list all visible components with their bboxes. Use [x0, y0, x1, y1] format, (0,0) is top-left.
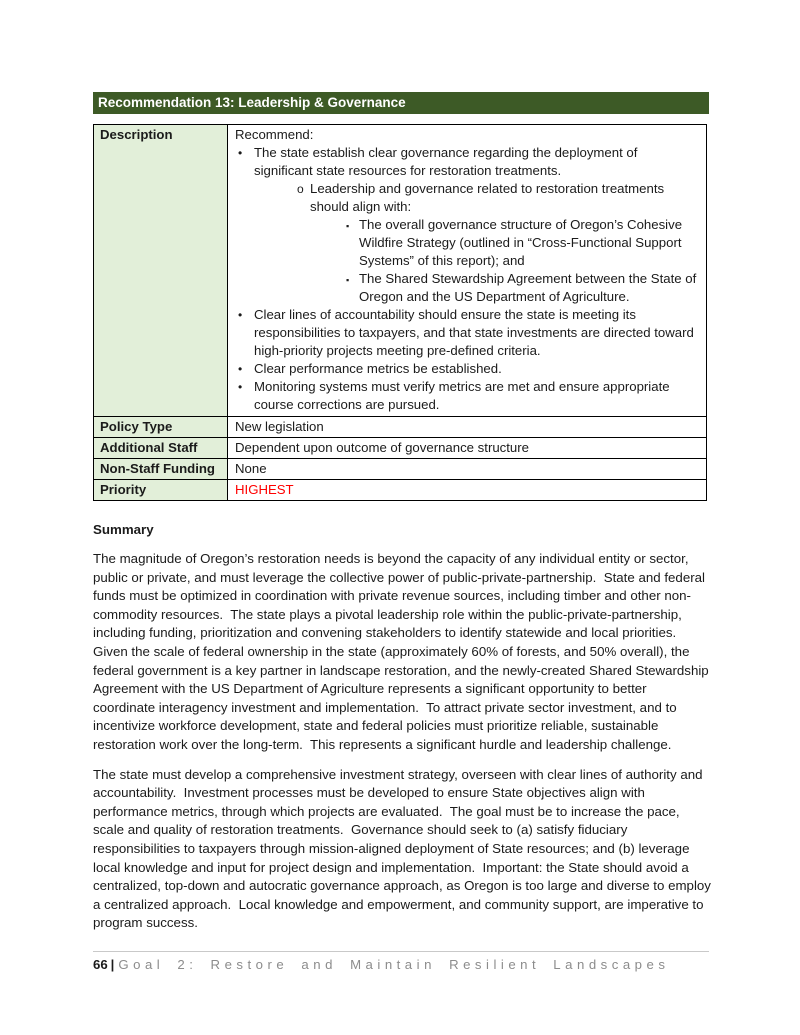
table-row-additional-staff — [94, 438, 707, 459]
priority-value: HIGHEST — [228, 480, 707, 501]
list-item — [235, 216, 699, 270]
bullet-text: Clear lines of accountability should ensure the state is meeting its responsibilities to taxpayers, and that state investments are directed toward high-priority projects meeting pre-defined criteria. — [254, 307, 694, 358]
non-staff-funding-value-cell: None — [228, 459, 707, 480]
recommendation-table — [93, 124, 707, 501]
table-row-priority — [94, 480, 707, 501]
policy-type-value-cell: New legislation — [228, 417, 707, 438]
list-item — [235, 306, 699, 360]
list-item — [235, 180, 699, 216]
bullet-icon: • — [238, 146, 243, 160]
list-item — [235, 270, 699, 306]
additional-staff-value-cell: Dependent upon outcome of governance structure — [228, 438, 707, 459]
list-item — [235, 378, 699, 414]
summary-paragraph-2: The state must develop a comprehensive investment strategy, overseen with clear lines of authority and accountability. Investment processes must be developed to ensure State objectives align with performance metrics, through which projects are evaluated. The goal must be to increase the pace, scale and quality of restoration treatments. Governance should seek to (a) satisfy fiduciary responsibilities to taxpayers through mission-aligned deployment of State resources; and (b) leverage local knowledge and input for project design and implementation. Important: the State should avoid a centralized, top-down and autocratic governance approach, as Oregon is too large and diverse to employ a centralized approach. Local knowledge and empowerment, and community support, are imperative to program success. — [93, 766, 715, 931]
square-bullet-icon: ▪ — [346, 275, 350, 285]
summary-heading: Summary — [93, 522, 154, 537]
square-bullet-icon: ▪ — [346, 221, 350, 231]
list-item — [235, 144, 699, 180]
page-footer — [93, 951, 709, 972]
table-row-description — [94, 125, 707, 417]
list-item — [235, 360, 699, 378]
table-row-non-staff-funding — [94, 459, 707, 480]
additional-staff-label-cell: Additional Staff — [94, 438, 228, 459]
recommendation-header-bar: Recommendation 13: Leadership & Governance — [93, 92, 709, 114]
bullet-text: The state establish clear governance regarding the deployment of significant state resources for restoration treatments. — [254, 145, 638, 178]
priority-label-cell: Priority — [94, 480, 228, 501]
non-staff-funding-label-cell: Non-Staff Funding — [94, 459, 228, 480]
circle-bullet-icon: o — [297, 182, 304, 196]
bullet-icon: • — [238, 308, 243, 322]
footer-section-title: Goal 2: Restore and Maintain Resilient Landscapes — [118, 957, 670, 972]
bullet-text: Leadership and governance related to restoration treatments should align with: — [310, 181, 665, 214]
bullet-icon: • — [238, 380, 243, 394]
bullet-text: Monitoring systems must verify metrics are met and ensure appropriate course corrections are pursued. — [254, 379, 670, 412]
description-label-cell: Description — [94, 125, 228, 417]
bullet-icon: • — [238, 362, 243, 376]
description-intro: Recommend: — [235, 127, 314, 142]
footer-separator: | — [110, 957, 115, 972]
policy-type-label-cell: Policy Type — [94, 417, 228, 438]
page-content — [93, 0, 715, 933]
summary-paragraph-1: The magnitude of Oregon’s restoration needs is beyond the capacity of any individual entity or sector, public or private, and must leverage the collective power of public-private-partnership. State and federal funds must be optimized in coordination with private revenue sources, including timber and other non-commodity resources. The state plays a pivotal leadership role within the public-private-partnership, including funding, prioritization and convening stakeholders to identify statewide and local priorities. Given the scale of federal ownership in the state (approximately 60% of forests, and 50% overall), the federal government is a key partner in landscape restoration, and the newly-created Shared Stewardship Agreement with the US Department of Agriculture represents a significant opportunity to better coordinate interagency investment and implementation. To attract private sector investment, and to incentivize workforce development, state and federal policies must prioritize reliable, sustainable restoration work over the long-term. This represents a significant hurdle and leadership challenge. — [93, 551, 712, 752]
footer-page-number: 66 — [93, 957, 108, 972]
bullet-text: Clear performance metrics be established. — [254, 361, 502, 376]
bullet-text: The Shared Stewardship Agreement between the State of Oregon and the US Department of Agriculture. — [359, 271, 697, 304]
bullet-text: The overall governance structure of Oregon’s Cohesive Wildfire Strategy (outlined in “Cross-Functional Support Systems” of this report); and — [359, 217, 683, 268]
description-bullet-list — [235, 144, 699, 414]
table-row-policy-type — [94, 417, 707, 438]
description-value-cell — [228, 125, 707, 417]
